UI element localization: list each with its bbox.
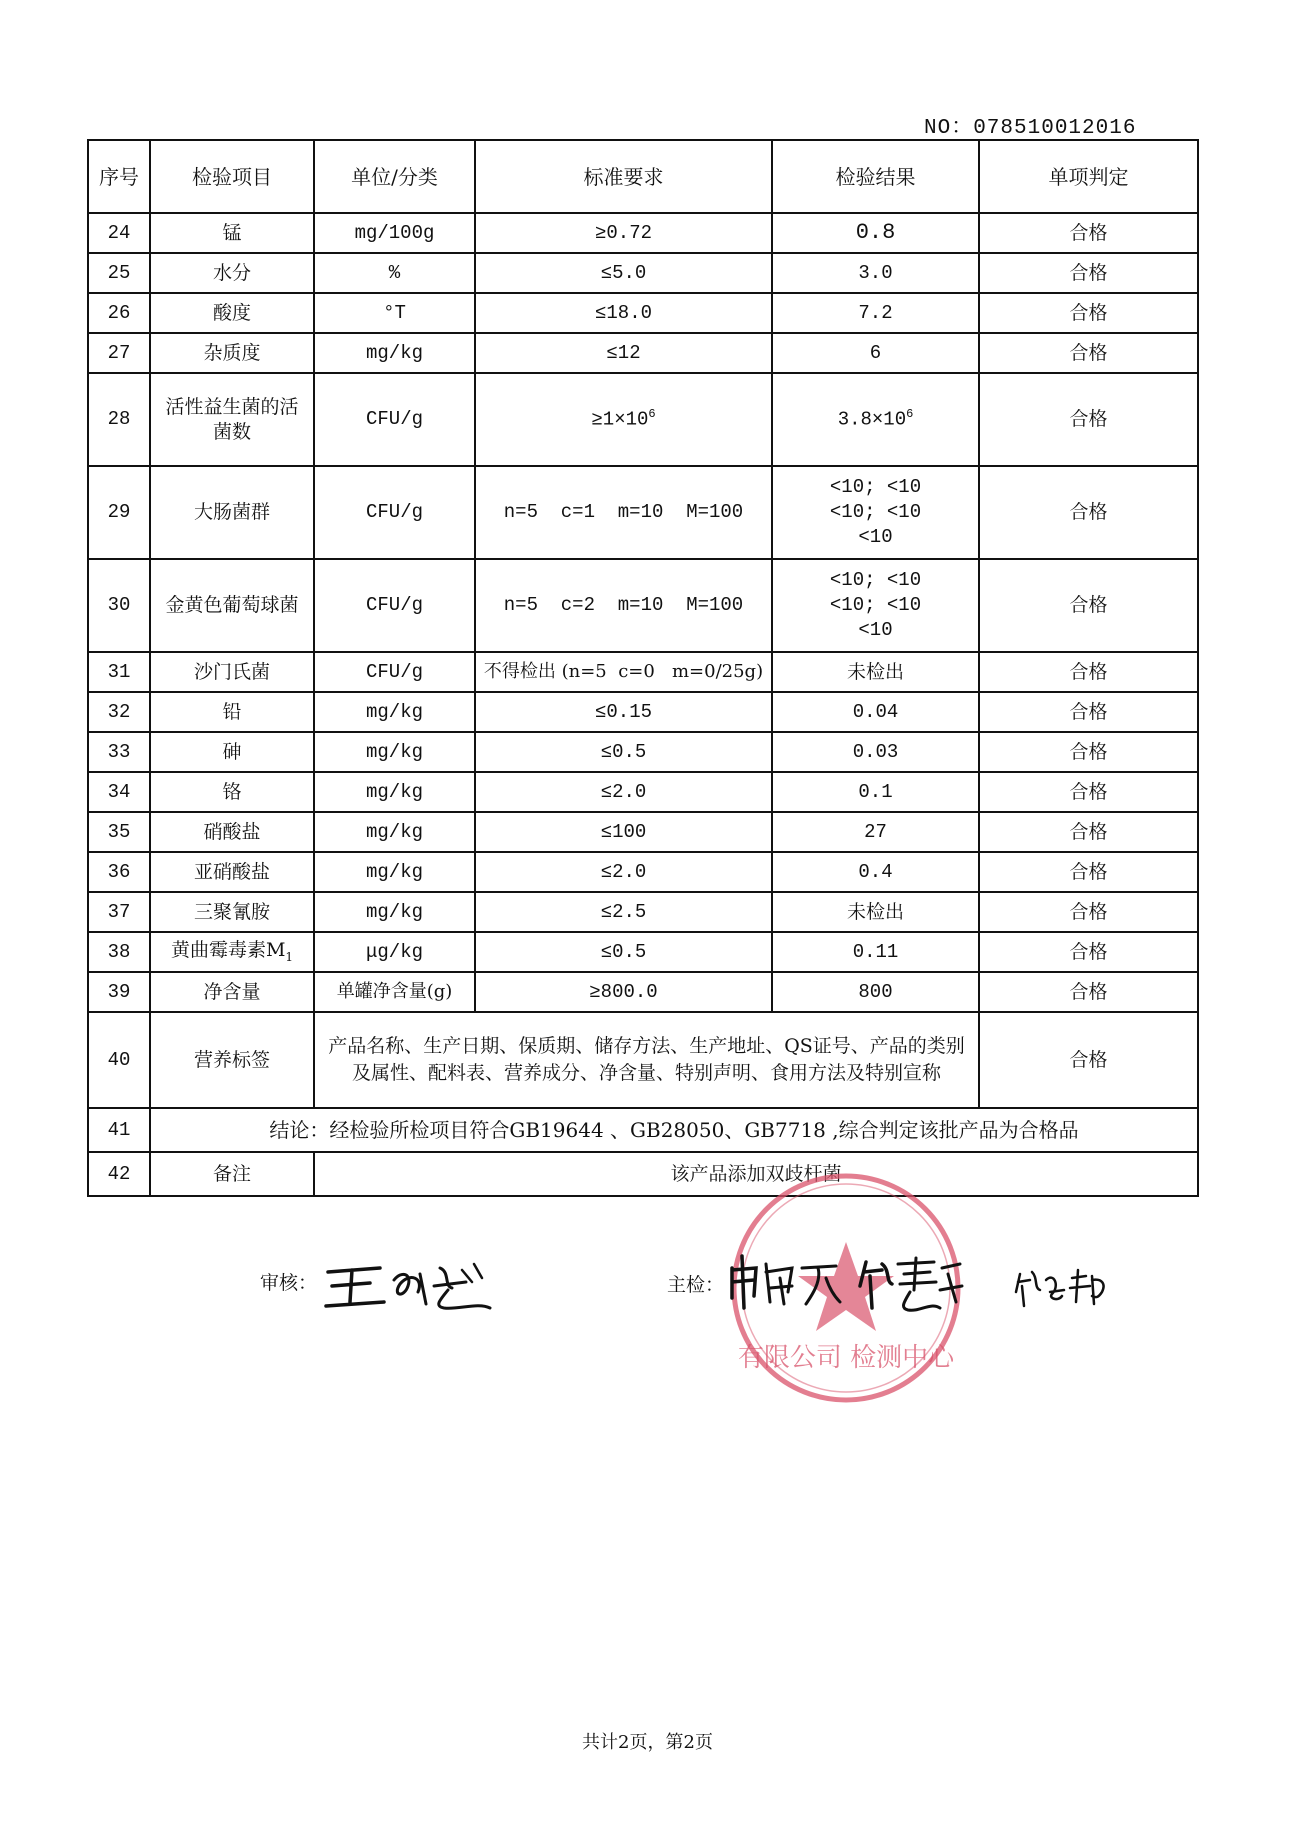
inspector-label: 主检： bbox=[667, 1274, 725, 1296]
row-standard: ≤2.5 bbox=[475, 892, 772, 932]
table-row-remark bbox=[88, 1152, 1198, 1196]
header-standard: 标准要求 bbox=[475, 140, 772, 213]
row-item: 亚硝酸盐 bbox=[150, 852, 314, 892]
inspector-signature-2 bbox=[856, 1250, 968, 1314]
row-judgement: 合格 bbox=[979, 692, 1198, 732]
row-unit: % bbox=[314, 253, 475, 293]
row-judgement: 合格 bbox=[979, 852, 1198, 892]
row-no: 42 bbox=[88, 1152, 150, 1196]
row-judgement: 合格 bbox=[979, 293, 1198, 333]
row-item: 杂质度 bbox=[150, 333, 314, 373]
row-item: 营养标签 bbox=[150, 1012, 314, 1108]
row-judgement: 合格 bbox=[979, 812, 1198, 852]
row-no: 38 bbox=[88, 932, 150, 972]
row-judgement: 合格 bbox=[979, 213, 1198, 253]
row-unit: CFU/g bbox=[314, 652, 475, 692]
row-result: 800 bbox=[772, 972, 979, 1012]
row-standard: ≤18.0 bbox=[475, 293, 772, 333]
table-row bbox=[88, 373, 1198, 466]
row-result: 0.04 bbox=[772, 692, 979, 732]
row-item: 砷 bbox=[150, 732, 314, 772]
table-row bbox=[88, 466, 1198, 559]
table-row bbox=[88, 213, 1198, 253]
table-row bbox=[88, 692, 1198, 732]
row-standard: ≤100 bbox=[475, 812, 772, 852]
row-judgement: 合格 bbox=[979, 932, 1198, 972]
table-row bbox=[88, 559, 1198, 652]
row-unit: 单罐净含量(g) bbox=[314, 972, 475, 1012]
row-result: 0.11 bbox=[772, 932, 979, 972]
row-unit: μg/kg bbox=[314, 932, 475, 972]
row-standard: ≥800.0 bbox=[475, 972, 772, 1012]
header-no: 序号 bbox=[88, 140, 150, 213]
row-item: 酸度 bbox=[150, 293, 314, 333]
header-result: 检验结果 bbox=[772, 140, 979, 213]
item-base: 黄曲霉毒素M bbox=[170, 939, 286, 962]
table-row bbox=[88, 852, 1198, 892]
row-item: 净含量 bbox=[150, 972, 314, 1012]
inspector-signature-3 bbox=[1014, 1262, 1114, 1312]
row-judgement: 合格 bbox=[979, 466, 1198, 559]
header-unit: 单位/分类 bbox=[314, 140, 475, 213]
row-item: 大肠菌群 bbox=[150, 466, 314, 559]
row-item: 铬 bbox=[150, 772, 314, 812]
row-unit: CFU/g bbox=[314, 373, 475, 466]
row-judgement: 合格 bbox=[979, 732, 1198, 772]
row-unit: CFU/g bbox=[314, 466, 475, 559]
row-item: 三聚氰胺 bbox=[150, 892, 314, 932]
row-judgement: 合格 bbox=[979, 253, 1198, 293]
row-item: 铅 bbox=[150, 692, 314, 732]
table-row-conclusion bbox=[88, 1108, 1198, 1152]
row-standard: ≤0.5 bbox=[475, 932, 772, 972]
result-base: 3.8×10 bbox=[837, 408, 907, 431]
row-judgement: 合格 bbox=[979, 892, 1198, 932]
result-line: <10; <10 bbox=[829, 501, 922, 524]
item-subscript: 1 bbox=[285, 950, 294, 965]
table-row bbox=[88, 932, 1198, 972]
row-standard bbox=[475, 373, 772, 466]
row-standard: ≤0.5 bbox=[475, 732, 772, 772]
page-footer: 共计2页，第2页 bbox=[582, 1732, 713, 1753]
row-item: 活性益生菌的活菌数 bbox=[150, 373, 314, 466]
row-no: 33 bbox=[88, 732, 150, 772]
row-unit: mg/kg bbox=[314, 892, 475, 932]
row-no: 41 bbox=[88, 1108, 150, 1152]
row-no: 34 bbox=[88, 772, 150, 812]
row-no: 29 bbox=[88, 466, 150, 559]
row-result: 0.8 bbox=[772, 213, 979, 253]
row-judgement: 合格 bbox=[979, 772, 1198, 812]
row-standard: n=5 c=1 m=10 M=100 bbox=[475, 466, 772, 559]
row-no: 35 bbox=[88, 812, 150, 852]
remark-text: 该产品添加双歧杆菌 bbox=[314, 1152, 1198, 1196]
row-judgement: 合格 bbox=[979, 559, 1198, 652]
row-unit: mg/kg bbox=[314, 852, 475, 892]
row-result: 27 bbox=[772, 812, 979, 852]
row-result: 未检出 bbox=[772, 892, 979, 932]
report-number: NO：078510012016 bbox=[924, 117, 1137, 140]
table-row bbox=[88, 293, 1198, 333]
row-standard: 不得检出 (n=5 c=0 m=0/25g) bbox=[475, 652, 772, 692]
row-unit: mg/kg bbox=[314, 732, 475, 772]
conclusion-text: 结论：经检验所检项目符合GB19644 、GB28050、GB7718 ,综合判定该批产品为合格品 bbox=[150, 1108, 1198, 1152]
row-standard: ≤0.15 bbox=[475, 692, 772, 732]
remark-label: 备注 bbox=[150, 1152, 314, 1196]
row-item: 金黄色葡萄球菌 bbox=[150, 559, 314, 652]
row-item: 硝酸盐 bbox=[150, 812, 314, 852]
row-no: 27 bbox=[88, 333, 150, 373]
row-item: 锰 bbox=[150, 213, 314, 253]
row-no: 26 bbox=[88, 293, 150, 333]
row-no: 24 bbox=[88, 213, 150, 253]
row-result: 7.2 bbox=[772, 293, 979, 333]
row-no: 37 bbox=[88, 892, 150, 932]
row-standard: ≤2.0 bbox=[475, 852, 772, 892]
row-standard: ≤12 bbox=[475, 333, 772, 373]
row-result: 3.0 bbox=[772, 253, 979, 293]
label-content: 产品名称、生产日期、保质期、储存方法、生产地址、QS证号、产品的类别及属性、配料表、营养成分、净含量、特别声明、食用方法及特别宣称 bbox=[314, 1012, 979, 1108]
row-no: 36 bbox=[88, 852, 150, 892]
row-standard: ≥0.72 bbox=[475, 213, 772, 253]
row-result: 0.4 bbox=[772, 852, 979, 892]
row-item: 水分 bbox=[150, 253, 314, 293]
row-standard: ≤5.0 bbox=[475, 253, 772, 293]
standard-exponent: 6 bbox=[648, 406, 656, 421]
result-line: <10 bbox=[858, 525, 893, 548]
table-row bbox=[88, 812, 1198, 852]
header-judgement: 单项判定 bbox=[979, 140, 1198, 213]
row-result: 未检出 bbox=[772, 652, 979, 692]
result-line: <10 bbox=[858, 618, 893, 641]
table-row bbox=[88, 892, 1198, 932]
table-header-row bbox=[88, 140, 1198, 213]
row-judgement: 合格 bbox=[979, 652, 1198, 692]
inspector-signature-1 bbox=[726, 1248, 846, 1314]
row-item: 沙门氏菌 bbox=[150, 652, 314, 692]
result-line: <10; <10 bbox=[829, 594, 922, 617]
table-row bbox=[88, 732, 1198, 772]
row-no: 25 bbox=[88, 253, 150, 293]
row-no: 32 bbox=[88, 692, 150, 732]
row-judgement: 合格 bbox=[979, 972, 1198, 1012]
row-no: 40 bbox=[88, 1012, 150, 1108]
row-judgement: 合格 bbox=[979, 333, 1198, 373]
row-judgement: 合格 bbox=[979, 373, 1198, 466]
row-unit: mg/kg bbox=[314, 812, 475, 852]
row-result bbox=[772, 559, 979, 652]
row-item bbox=[150, 932, 314, 972]
row-unit: mg/kg bbox=[314, 692, 475, 732]
standard-base: ≥1×10 bbox=[591, 408, 649, 431]
row-unit: mg/kg bbox=[314, 772, 475, 812]
header-item: 检验项目 bbox=[150, 140, 314, 213]
row-unit: °T bbox=[314, 293, 475, 333]
row-result bbox=[772, 466, 979, 559]
row-no: 31 bbox=[88, 652, 150, 692]
table-row bbox=[88, 972, 1198, 1012]
reviewer-signature bbox=[322, 1252, 500, 1318]
table-row bbox=[88, 772, 1198, 812]
result-line: <10; <10 bbox=[829, 476, 922, 499]
row-standard: n=5 c=2 m=10 M=100 bbox=[475, 559, 772, 652]
table-row bbox=[88, 333, 1198, 373]
row-standard: ≤2.0 bbox=[475, 772, 772, 812]
row-result: 6 bbox=[772, 333, 979, 373]
row-unit: CFU/g bbox=[314, 559, 475, 652]
table-row bbox=[88, 652, 1198, 692]
row-no: 30 bbox=[88, 559, 150, 652]
row-unit: mg/100g bbox=[314, 213, 475, 253]
table-row-label bbox=[88, 1012, 1198, 1108]
result-line: <10; <10 bbox=[829, 569, 922, 592]
row-result: 0.1 bbox=[772, 772, 979, 812]
row-no: 28 bbox=[88, 373, 150, 466]
row-unit: mg/kg bbox=[314, 333, 475, 373]
review-label: 审核： bbox=[260, 1272, 318, 1294]
row-result bbox=[772, 373, 979, 466]
row-no: 39 bbox=[88, 972, 150, 1012]
seal-text: 有限公司 检测中心 bbox=[737, 1343, 955, 1373]
inspection-results-table bbox=[87, 139, 1199, 1197]
table-row bbox=[88, 253, 1198, 293]
row-judgement: 合格 bbox=[979, 1012, 1198, 1108]
result-exponent: 6 bbox=[906, 406, 914, 421]
row-result: 0.03 bbox=[772, 732, 979, 772]
